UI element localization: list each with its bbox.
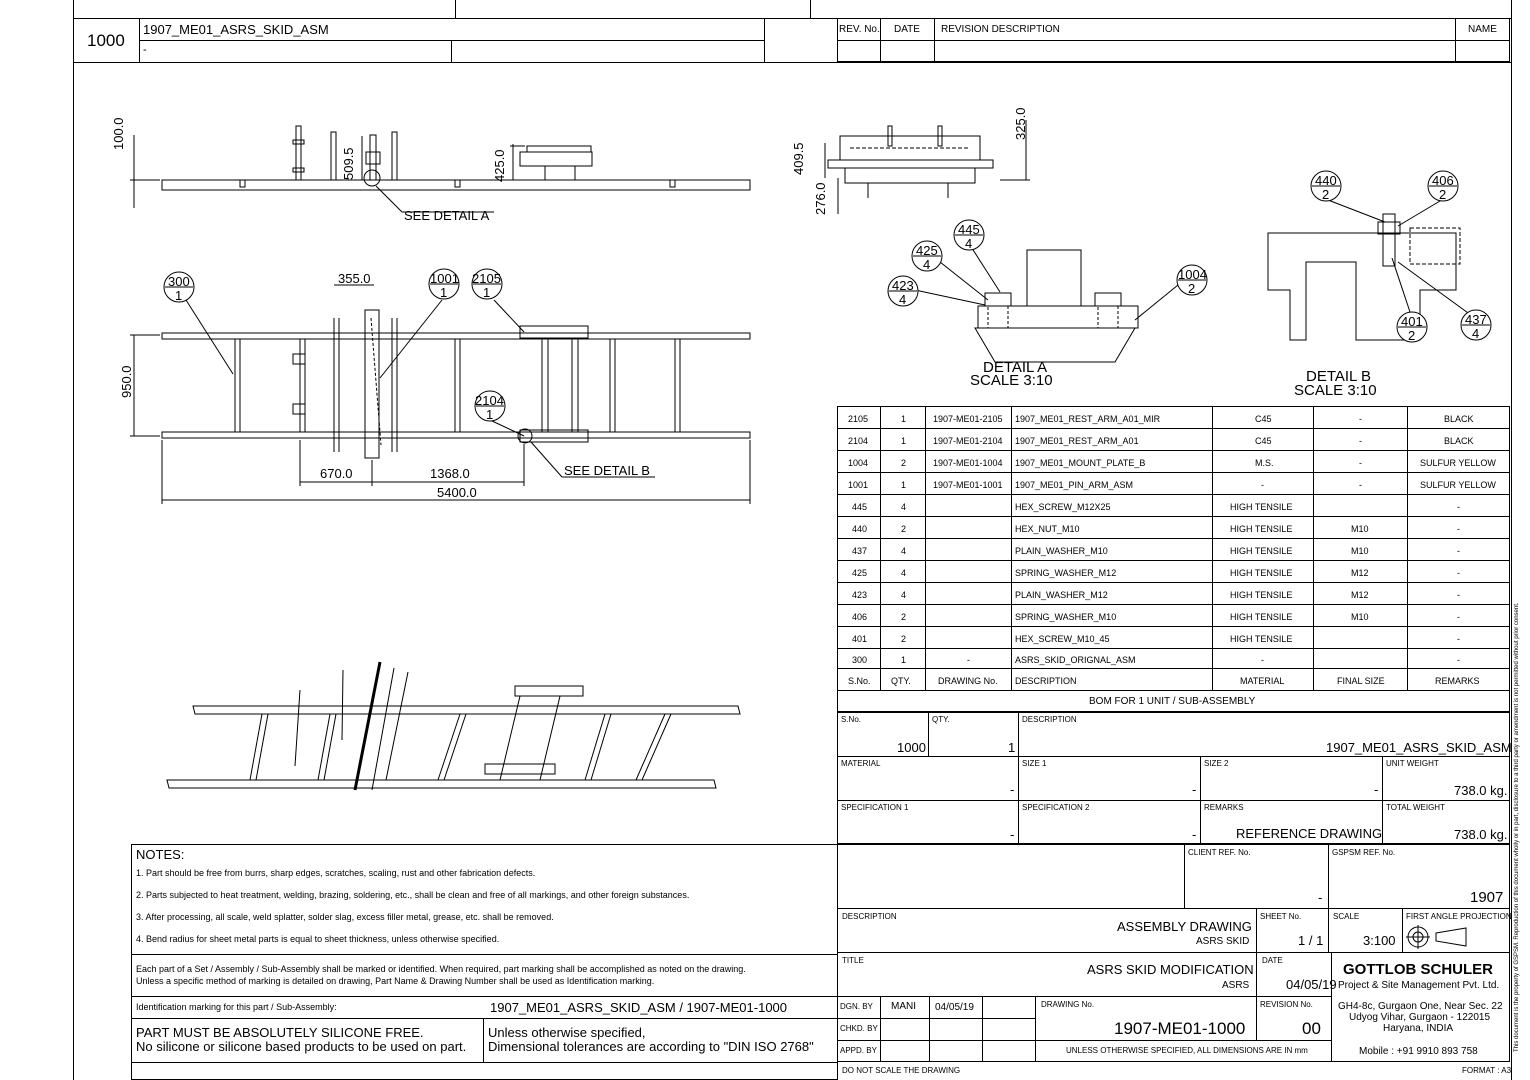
notes-line-2 (131, 996, 838, 997)
info-qty-label: QTY. (932, 715, 950, 724)
bom-row (838, 430, 1508, 452)
dim-side-509: 509.5 (341, 147, 356, 180)
info-sno-label: S.No. (841, 715, 862, 724)
info-spec2-label: SPECIFICATION 2 (1022, 803, 1090, 812)
header-part-sub: - (143, 44, 147, 56)
bom-rem: - (1457, 524, 1460, 534)
header-part-no: 1000 (87, 31, 125, 50)
bom-desc: 1907_ME01_PIN_ARM_ASM (1015, 480, 1134, 490)
client-ref-value: - (1318, 890, 1323, 905)
balloon-1001-bottom: 1 (440, 285, 448, 300)
date-label: DATE (1262, 956, 1283, 965)
info-size1-label: SIZE 1 (1022, 759, 1047, 768)
balloon-437-top: 437 (1465, 312, 1487, 327)
bom-caption: BOM FOR 1 UNIT / SUB-ASSEMBLY (1089, 696, 1256, 707)
info-col-size2 (1200, 756, 1201, 844)
bom-size: - (1359, 458, 1362, 468)
dgn-by-name: MANI (891, 1001, 916, 1012)
info-col-weight (1382, 756, 1383, 844)
info-line-2 (837, 800, 1510, 801)
bom-mat: M.S. (1255, 458, 1274, 468)
format-label: FORMAT : A3 (1462, 1066, 1512, 1075)
bom-size: - (1359, 436, 1362, 446)
bom-row (838, 408, 1508, 430)
bom-desc: ASRS_SKID_ORIGNAL_ASM (1015, 655, 1136, 665)
bom-desc: 1907_ME01_REST_ARM_A01_MIR (1015, 414, 1161, 424)
info-unit-weight-value: 738.0 kg. (1454, 783, 1508, 798)
balloon-1004-top: 1004 (1178, 267, 1207, 282)
tb-col-dwg (1035, 996, 1036, 1062)
bom-desc: SPRING_WASHER_M12 (1015, 568, 1117, 578)
bom-header-qty: QTY. (891, 676, 911, 686)
balloon-445-bottom: 4 (965, 236, 973, 251)
sheet-label: SHEET No. (1260, 912, 1302, 921)
bom-qty: 1 (901, 436, 907, 446)
bom-qty: 2 (901, 612, 907, 622)
bom-rem: - (1457, 502, 1460, 512)
bom-rem: - (1457, 655, 1460, 665)
balloon-2105-top: 2105 (472, 271, 501, 286)
detail-a-scale: SCALE 3:10 (970, 372, 1053, 389)
bom-size: M10 (1351, 524, 1369, 534)
dim-side-100: 100.0 (111, 117, 126, 150)
do-not-scale: DO NOT SCALE THE DRAWING (842, 1066, 961, 1075)
notes-line-3 (131, 1018, 838, 1019)
address-line-2: Udyog Vihar, Gurgaon - 122015 (1349, 1012, 1491, 1023)
bom-sno: 1001 (848, 480, 869, 490)
dim-side-425: 425.0 (492, 149, 507, 182)
notes-title: NOTES: (136, 847, 185, 862)
drawing-no-value: 1907-ME01-1000 (1114, 1019, 1246, 1038)
bom-rem: - (1457, 568, 1460, 578)
info-remarks-value: REFERENCE DRAWING (1236, 826, 1383, 841)
balloon-1004-bottom: 2 (1188, 281, 1196, 296)
balloon-423-bottom: 4 (899, 292, 907, 307)
silicone-note: No silicone or silicone based products to be used on part. (136, 1039, 467, 1054)
bom-row (838, 562, 1508, 584)
dgn-by-label: DGN. BY (840, 1002, 873, 1011)
info-remarks-label: REMARKS (1204, 803, 1244, 812)
bom-mat: C45 (1255, 414, 1272, 424)
bom-header-dwg: DRAWING No. (938, 676, 998, 686)
bom-row (838, 584, 1508, 606)
bom-qty: 1 (901, 655, 907, 665)
name-header: NAME (1468, 24, 1497, 35)
bom-rem: SULFUR YELLOW (1420, 458, 1496, 468)
bom-sno: 2105 (848, 414, 869, 424)
balloon-2105-bottom: 1 (483, 285, 491, 300)
tb-description-label: DESCRIPTION (842, 912, 897, 921)
bom-qty: 1 (901, 480, 907, 490)
tb-col-rev (1256, 996, 1257, 1040)
info-sno-value: 1000 (897, 740, 926, 755)
dim-plan-355: 355.0 (338, 271, 371, 286)
dim-front-276: 276.0 (813, 182, 828, 215)
bom-header-size: FINAL SIZE (1337, 676, 1385, 686)
tb-col-client (1184, 844, 1185, 908)
bom-qty: 2 (901, 524, 907, 534)
detail-a-view (915, 242, 1178, 362)
first-angle-projection-icon (1406, 925, 1470, 949)
tb-description-1: ASSEMBLY DRAWING (1117, 919, 1252, 934)
title-value: ASRS SKID MODIFICATION (1087, 962, 1254, 977)
bom-sno: 406 (852, 612, 868, 622)
info-block (837, 712, 1510, 844)
notes-col (483, 1018, 484, 1062)
client-ref-label: CLIENT REF. No. (1188, 848, 1251, 857)
balloon-437-bottom: 4 (1472, 326, 1480, 341)
bom-sno: 401 (852, 634, 868, 644)
balloon-401-top: 401 (1401, 314, 1423, 329)
tb-description-2: ASRS SKID (1196, 936, 1250, 947)
balloon-425-top: 425 (916, 243, 938, 258)
bom-desc: HEX_SCREW_M12X25 (1015, 502, 1111, 512)
bom-qty: 4 (901, 590, 907, 600)
bom-header-desc: DESCRIPTION (1015, 676, 1077, 686)
bom-qty: 4 (901, 546, 907, 556)
bom-row (838, 452, 1508, 474)
see-detail-b-label: SEE DETAIL B (564, 463, 650, 478)
detail-a-title: DETAIL A (983, 359, 1048, 376)
bom-rem: BLACK (1444, 414, 1474, 424)
dim-front-409: 409.5 (791, 142, 806, 175)
bom-dwg: 1907-ME01-1001 (933, 480, 1003, 490)
bom-qty: 4 (901, 502, 907, 512)
projection-label: FIRST ANGLE PROJECTION (1406, 912, 1512, 921)
bom-row (838, 649, 1508, 671)
detail-b-view (1268, 198, 1475, 343)
tb-line-1 (837, 908, 1510, 909)
bom-size: - (1359, 480, 1362, 490)
copyright-vertical: This document is the property of GSPSM. Reproduction of this document wholly or in part, disclosure to a third party or amendment is not permitted without prior consent. (1514, 602, 1520, 1052)
info-qty-value: 1 (1008, 740, 1016, 755)
bom-sno: 2104 (848, 436, 869, 446)
tolerance-line-2: Dimensional tolerances are according to "DIN ISO 2768" (488, 1039, 814, 1054)
info-spec1-value: - (1010, 827, 1015, 842)
gspsm-ref-label: GSPSM REF. No. (1332, 848, 1396, 857)
bom-size: - (1359, 414, 1362, 424)
title-sub: ASRS (1222, 980, 1250, 991)
bom-sno: 440 (852, 524, 868, 534)
isometric-view (167, 662, 740, 790)
dim-plan-670: 670.0 (320, 466, 353, 481)
bom-qty: 1 (901, 414, 907, 424)
balloon-300-top: 300 (168, 274, 190, 289)
bom-dwg: 1907-ME01-2105 (933, 414, 1003, 424)
info-size2-value: - (1374, 782, 1379, 797)
info-spec2-value: - (1192, 827, 1197, 842)
drawing-no-label: DRAWING No. (1041, 1000, 1095, 1009)
dim-plan-950: 950.0 (119, 365, 134, 398)
bom-size: M10 (1351, 612, 1369, 622)
balloon-440-top: 440 (1315, 173, 1337, 188)
chkd-by-label: CHKD. BY (840, 1024, 878, 1033)
ident-value: 1907_ME01_ASRS_SKID_ASM / 1907-ME01-1000 (490, 1000, 788, 1015)
notes-line-4 (131, 1062, 838, 1063)
bom-size: M12 (1351, 590, 1369, 600)
balloon-2104-top: 2104 (475, 393, 504, 408)
bom-sno: 425 (852, 568, 868, 578)
detail-b-title: DETAIL B (1306, 368, 1372, 385)
bom-desc: PLAIN_WASHER_M12 (1015, 590, 1108, 600)
address-line-1: GH4-8c, Gurgaon One, Near Sec. 22 (1338, 1001, 1503, 1012)
bom-row (838, 474, 1508, 496)
balloon-406-top: 406 (1432, 173, 1454, 188)
bom-mat: HIGH TENSILE (1230, 568, 1293, 578)
note-item: 2. Parts subjected to heat treatment, welding, brazing, soldering, etc., shall be clean and free of all markings, and other foreign substances. (136, 890, 690, 900)
header-part-name: 1907_ME01_ASRS_SKID_ASM (143, 22, 329, 37)
bom-dwg: - (967, 655, 970, 665)
info-size2-label: SIZE 2 (1204, 759, 1229, 768)
info-spec1-label: SPECIFICATION 1 (841, 803, 909, 812)
bom-row (838, 496, 1508, 518)
bom-mat: HIGH TENSILE (1230, 524, 1293, 534)
scale-label: SCALE (1333, 912, 1360, 921)
bom-sno: 300 (852, 655, 868, 665)
bom-header-rem: REMARKS (1435, 676, 1480, 686)
bom-size: M10 (1351, 546, 1369, 556)
bom-mat: HIGH TENSILE (1230, 612, 1293, 622)
bom-sno: 437 (852, 546, 868, 556)
bom-mat: C45 (1255, 436, 1272, 446)
tb-line-2 (837, 952, 1510, 953)
bom-qty: 2 (901, 634, 907, 644)
balloon-440-bottom: 2 (1322, 187, 1330, 202)
bom-sno: 423 (852, 590, 868, 600)
silicone-warning: PART MUST BE ABSOLUTELY SILICONE FREE. (136, 1025, 424, 1040)
bom-dwg: 1907-ME01-1004 (933, 458, 1003, 468)
info-total-weight-value: 738.0 kg. (1454, 827, 1508, 842)
info-size1-value: - (1192, 782, 1197, 797)
bom-rem: BLACK (1444, 436, 1474, 446)
tb-col-proj (1402, 908, 1403, 952)
bom-mat: HIGH TENSILE (1230, 546, 1293, 556)
bom-row (838, 518, 1508, 540)
bom-mat: - (1261, 480, 1264, 490)
marking-text-1: Each part of a Set / Assembly / Sub-Assembly shall be marked or identified. When required, part marking shall be accomplished as noted on the drawing. (136, 964, 746, 974)
marking-text-2: Unless a specific method of marking is detailed on drawing, Part Name & Drawing Number shall be used as Identification marking. (136, 976, 655, 986)
balloon-300-bottom: 1 (175, 288, 183, 303)
bom-mat: HIGH TENSILE (1230, 502, 1293, 512)
tb-line-5 (837, 1040, 1331, 1041)
bom-row (838, 606, 1508, 628)
tb-col-company (1331, 952, 1332, 1062)
bom-rem: SULFUR YELLOW (1420, 480, 1496, 490)
bom-qty: 4 (901, 568, 907, 578)
bom-desc: 1907_ME01_MOUNT_PLATE_B (1015, 458, 1146, 468)
revision-description-header: REVISION DESCRIPTION (941, 24, 1060, 35)
front-view (825, 120, 1030, 214)
see-detail-a-label: SEE DETAIL A (404, 208, 490, 223)
tb-col-scale (1328, 908, 1329, 952)
balloon-423-top: 423 (892, 278, 914, 293)
bom-desc: SPRING_WASHER_M10 (1015, 612, 1117, 622)
info-material-label: MATERIAL (841, 759, 881, 768)
bom-row (838, 540, 1508, 562)
balloon-445-top: 445 (958, 222, 980, 237)
dimensions-note: UNLESS OTHERWISE SPECIFIED, ALL DIMENSIONS ARE IN mm (1066, 1046, 1308, 1055)
company-sub: Project & Site Management Pvt. Ltd. (1338, 980, 1500, 991)
info-col-qty (928, 712, 929, 756)
bom-rem: - (1457, 634, 1460, 644)
info-desc-label: DESCRIPTION (1022, 715, 1077, 724)
balloon-425-bottom: 4 (923, 257, 931, 272)
tb-line-4 (837, 1018, 1035, 1019)
dim-front-325: 325.0 (1013, 107, 1028, 140)
bom-sno: 1004 (848, 458, 869, 468)
tb-col-name (929, 996, 930, 1062)
dgn-by-date: 04/05/19 (935, 1002, 974, 1013)
balloon-2104-bottom: 1 (486, 407, 494, 422)
info-material-value: - (1010, 782, 1015, 797)
mobile: Mobile : +91 9910 893 758 (1359, 1046, 1478, 1057)
revision-no-label: REVISION No. (1260, 1000, 1313, 1009)
bom-rem: - (1457, 612, 1460, 622)
side-view (130, 126, 750, 212)
note-item: 4. Bend radius for sheet metal parts is equal to sheet thickness, unless otherwise specified. (136, 934, 500, 944)
date-header: DATE (894, 24, 920, 35)
tb-col-date (982, 996, 983, 1062)
info-line-1 (837, 756, 1510, 757)
info-desc-value: 1907_ME01_ASRS_SKID_ASM (1326, 740, 1512, 755)
bom-mat: - (1261, 655, 1264, 665)
bom-rem: - (1457, 546, 1460, 556)
appd-by-label: APPD. BY (840, 1046, 877, 1055)
ident-label: Identification marking for this part / Sub-Assembly: (136, 1002, 337, 1012)
tb-col-gspsm (1328, 844, 1329, 908)
bom-mat: HIGH TENSILE (1230, 634, 1293, 644)
note-item: 1. Part should be free from burrs, sharp edges, scratches, scaling, rust and other fabrication defects. (136, 868, 536, 878)
bom-desc: PLAIN_WASHER_M10 (1015, 546, 1108, 556)
tolerance-line-1: Unless otherwise specified, (488, 1025, 646, 1040)
gspsm-ref-value: 1907 (1470, 889, 1504, 906)
bom-row (838, 628, 1508, 650)
bom-mat: HIGH TENSILE (1230, 590, 1293, 600)
title-label: TITLE (842, 956, 864, 965)
bom-sno: 445 (852, 502, 868, 512)
bom-qty: 2 (901, 458, 907, 468)
bom-desc: HEX_SCREW_M10_45 (1015, 634, 1110, 644)
sheet-value: 1 / 1 (1298, 933, 1324, 948)
balloon-406-bottom: 2 (1439, 187, 1447, 202)
info-unit-weight-label: UNIT WEIGHT (1386, 759, 1439, 768)
bom-desc: 1907_ME01_REST_ARM_A01 (1015, 436, 1139, 446)
bom-rem: - (1457, 590, 1460, 600)
detail-b-scale: SCALE 3:10 (1294, 382, 1377, 399)
bom-desc: HEX_NUT_M10 (1015, 524, 1080, 534)
balloon-1001-top: 1001 (430, 271, 459, 286)
info-col-desc (1018, 712, 1019, 844)
bom-header-sno: S.No. (848, 676, 871, 686)
date-value: 04/05/19 (1286, 977, 1337, 992)
balloon-401-bottom: 2 (1408, 328, 1416, 343)
bom-header-mat: MATERIAL (1240, 676, 1285, 686)
tb-col-dgn (880, 996, 881, 1062)
rev-no-header: REV. No. (839, 24, 880, 35)
bom-dwg: 1907-ME01-2104 (933, 436, 1003, 446)
bom-size: M12 (1351, 568, 1369, 578)
scale-value: 3:100 (1363, 933, 1396, 948)
revision-no-value: 00 (1302, 1019, 1321, 1038)
dim-plan-5400: 5400.0 (437, 485, 477, 500)
note-item: 3. After processing, all scale, weld splatter, solder slag, excess filler metal, grease, etc. shall be removed. (136, 912, 554, 922)
bom-header-row (838, 670, 1508, 692)
notes-line-1 (131, 954, 838, 955)
dim-plan-1368: 1368.0 (430, 466, 470, 481)
company-name: GOTTLOB SCHULER (1343, 961, 1493, 978)
address-line-3: Haryana, INDIA (1383, 1023, 1454, 1034)
info-total-weight-label: TOTAL WEIGHT (1386, 803, 1445, 812)
